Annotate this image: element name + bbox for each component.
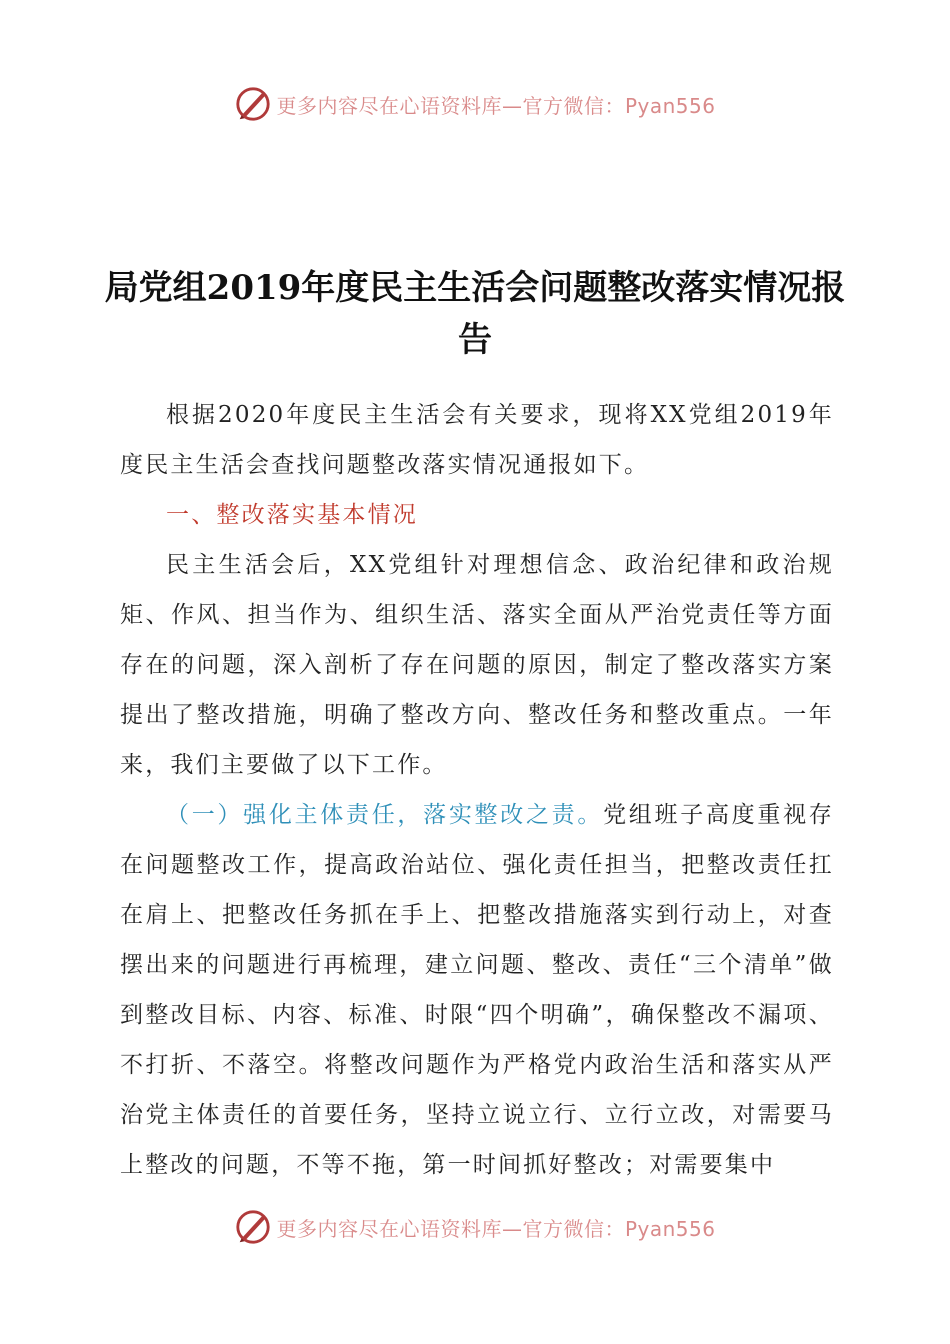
document-body (120, 390, 834, 1190)
watermark-text: 更多内容尽在心语资料库—官方微信：Pyan556 (276, 1216, 716, 1241)
pen-logo-icon (234, 85, 272, 123)
pen-logo-icon (234, 1208, 272, 1246)
section-paragraph: 民主生活会后，XX党组针对理想信念、政治纪律和政治规矩、作风、担当作为、组织生活、落实全面从严治党责任等方面存在的问题，深入剖析了存在问题的原因，制定了整改落实方案提出了整改措施，明确了整改方向、整改任务和整改重点。一年来，我们主要做了以下工作。 (120, 552, 834, 778)
section-heading: 一、整改落实基本情况 (166, 502, 418, 528)
subsection-heading: （一）强化主体责任，落实整改之责。 (166, 802, 604, 828)
watermark-header (0, 84, 950, 124)
watermark-footer (0, 1207, 950, 1247)
document-title: 局党组2019年度民主生活会问题整改落实情况报告 (104, 268, 846, 360)
watermark-text: 更多内容尽在心语资料库—官方微信：Pyan556 (276, 93, 716, 118)
intro-paragraph: 根据2020年度民主生活会有关要求，现将XX党组2019年度民主生活会查找问题整改落实情况通报如下。 (120, 402, 834, 478)
subsection-paragraph (120, 790, 834, 1190)
subsection-text: 党组班子高度重视存在问题整改工作，提高政治站位、强化责任担当，把整改责任扛在肩上、把整改任务抓在手上、把整改措施落实到行动上，对查摆出来的问题进行再梳理，建立问题、整改、责任“三个清单”做到整改目标、内容、标准、时限“四个明确”，确保整改不漏项、不打折、不落空。将整改问题作为严格党内政治生活和落实从严治党主体责任的首要任务，坚持立说立行、立行立改，对需要马上整改的问题，不等不拖，第一时间抓好整改；对需要集中 (120, 802, 834, 1178)
